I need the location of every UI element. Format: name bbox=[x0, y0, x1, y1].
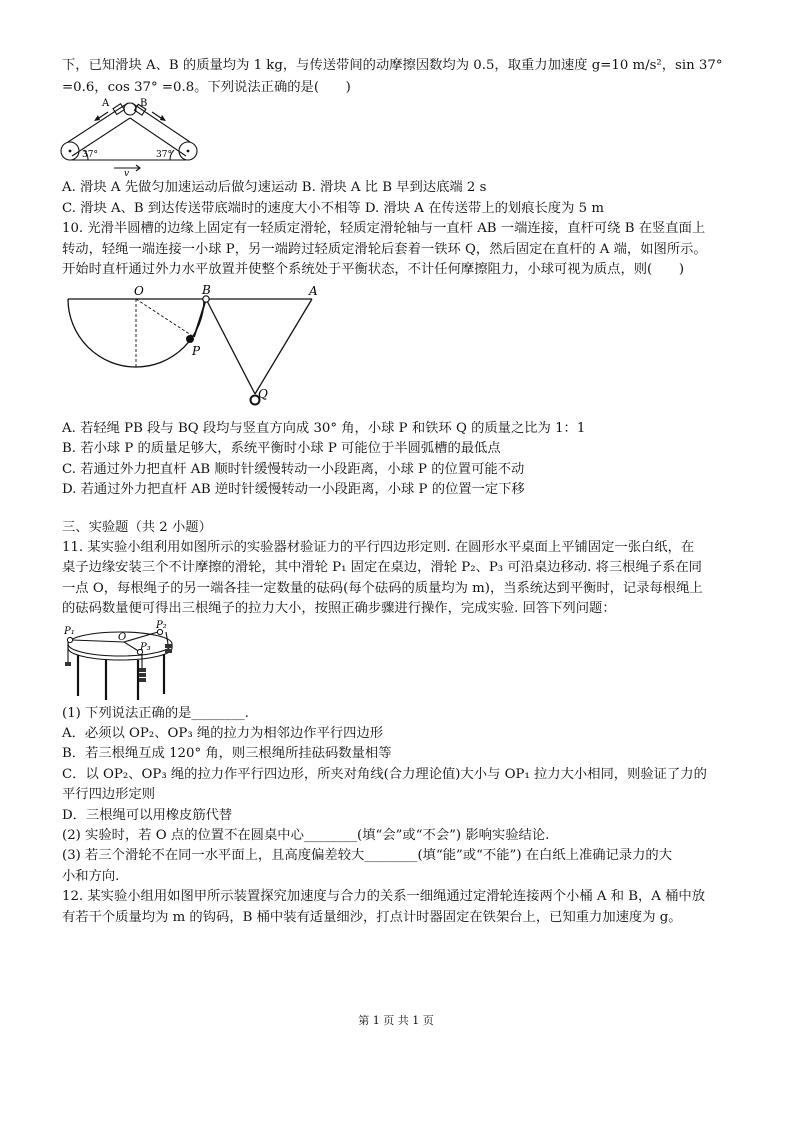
q11-label-p2: P₂ bbox=[156, 620, 167, 631]
q9-text-line-1: 下，已知滑块 A、B 的质量均为 1 kg，与传送带间的动摩擦因数均为 0.5，取重力加速度 g=10 m/s²，sin 37° bbox=[62, 58, 723, 73]
q11-text-line-2: 桌子边缘安装三个不计摩擦的滑轮，其中滑轮 P₁ 固定在桌边，滑轮 P₂、P₃ 可沿桌边移动. 将三根绳子系在同 bbox=[62, 560, 702, 575]
q11-sub-1: (1) 下列说法正确的是________. bbox=[62, 706, 249, 721]
q11-table-figure bbox=[60, 620, 190, 702]
q10-label-o: O bbox=[134, 284, 144, 298]
q11-sub-1-option-b: B．若三根绳互成 120° 角，则三根绳所挂砝码数量相等 bbox=[62, 746, 392, 761]
q10-option-d: D. 若通过外力把直杆 AB 逆时针缓慢转动一小段距离，小球 P 的位置一定下移 bbox=[62, 482, 525, 497]
q10-text-line-2: 转动，轻绳一端连接一小球 P，另一端跨过轻质定滑轮后套着一铁环 Q，然后固定在直杆的 A 端，如图所示。 bbox=[62, 242, 707, 257]
q9-label-a: A bbox=[102, 98, 110, 109]
q11-label-p3: P₃ bbox=[140, 642, 151, 653]
q9-options-line-2: C. 滑块 A、B 到达传送带底端时的速度大小不相等 D. 滑块 A 在传送带上的划痕长度为 5 m bbox=[62, 201, 604, 216]
q10-text-line-1: 10. 光滑半圆槽的边缘上固定有一轻质定滑轮，轻质定滑轮轴与一直杆 AB 一端连接，直杆可绕 B 在竖直面上 bbox=[62, 221, 706, 236]
q12-text-line-1: 12. 某实验小组用如图甲所示装置探究加速度与合力的关系一细绳通过定滑轮连接两个小桶 A 和 B，A 桶中放 bbox=[62, 889, 706, 904]
q11-sub-3-cont: 小和方向. bbox=[62, 869, 120, 884]
q9-label-b: B bbox=[140, 98, 148, 109]
q9-angle-left: 37° bbox=[82, 150, 98, 160]
q10-label-q: Q bbox=[258, 387, 268, 401]
q9-angle-right: 37° bbox=[156, 150, 172, 160]
q10-option-b: B. 若小球 P 的质量足够大，系统平衡时小球 P 可能位于半圆弧槽的最低点 bbox=[62, 441, 501, 456]
q11-label-p1: P₁ bbox=[64, 626, 75, 637]
q11-text-line-4: 的砝码数量便可得出三根绳子的拉力大小，按照正确步骤进行操作，完成实验. 回答下列问题： bbox=[62, 601, 616, 616]
q11-text-line-1: 11. 某实验小组利用如图所示的实验器材验证力的平行四边形定则. 在圆形水平桌面上平铺固定一张白纸，在 bbox=[62, 540, 695, 555]
q12-text-line-2: 有若干个质量均为 m 的钩码，B 桶中装有适量细沙，打点计时器固定在铁架台上，已知重力加速度为 g。 bbox=[62, 910, 682, 925]
q9-text-line-2: =0.6，cos 37° =0.8。下列说法正确的是( ) bbox=[62, 80, 351, 95]
q11-sub-1-option-c-cont: 平行四边形定则 bbox=[62, 787, 156, 802]
page-footer: 第 1 页 共 1 页 bbox=[358, 1014, 434, 1027]
q11-label-o: O bbox=[118, 632, 127, 643]
q9-conveyor-figure bbox=[58, 98, 208, 176]
q9-label-v: v bbox=[124, 169, 130, 176]
q11-sub-1-option-a: A．必须以 OP₂、OP₃ 绳的拉力为相邻边作平行四边形 bbox=[62, 726, 384, 741]
q10-label-b: B bbox=[202, 283, 211, 297]
q9-options-line-1: A. 滑块 A 先做匀加速运动后做匀速运动 B. 滑块 A 比 B 早到达底端 2 s bbox=[62, 180, 487, 195]
section-title-experiment: 三、实验题（共 2 小题） bbox=[62, 520, 212, 535]
q10-semicircle-figure bbox=[60, 282, 330, 414]
q11-text-line-3: 一点 O，每根绳子的另一端各挂一定数量的砝码(每个砝码的质量均为 m)，当系统达到平衡时，记录每根绳上 bbox=[62, 581, 703, 596]
q10-option-c: C. 若通过外力把直杆 AB 顺时针缓慢转动一小段距离，小球 P 的位置可能不动 bbox=[62, 462, 525, 477]
q11-sub-1-option-d: D．三根绳可以用橡皮筋代替 bbox=[62, 808, 233, 823]
q11-sub-3: (3) 若三个滑轮不在同一水平面上，且高度偏差较大________(填“能”或“不能”) 在白纸上准确记录力的大 bbox=[62, 848, 673, 863]
q10-label-a: A bbox=[309, 284, 318, 298]
q10-text-line-3: 开始时直杆通过外力水平放置并使整个系统处于平衡状态，不计任何摩擦阻力，小球可视为质点，则( ) bbox=[62, 262, 685, 277]
q10-option-a: A. 若轻绳 PB 段与 BQ 段均与竖直方向成 30° 角，小球 P 和铁环 Q 的质量之比为 1：1 bbox=[62, 421, 586, 436]
q11-sub-2: (2) 实验时，若 O 点的位置不在圆桌中心________(填“会”或“不会”) 影响实验结论. bbox=[62, 828, 550, 843]
q11-sub-1-option-c: C．以 OP₂、OP₃ 绳的拉力作平行四边形，所夹对角线(合力理论值)大小与 OP₁ 拉力大小相同，则验证了力的 bbox=[62, 767, 707, 782]
q10-label-p: P bbox=[192, 344, 201, 358]
